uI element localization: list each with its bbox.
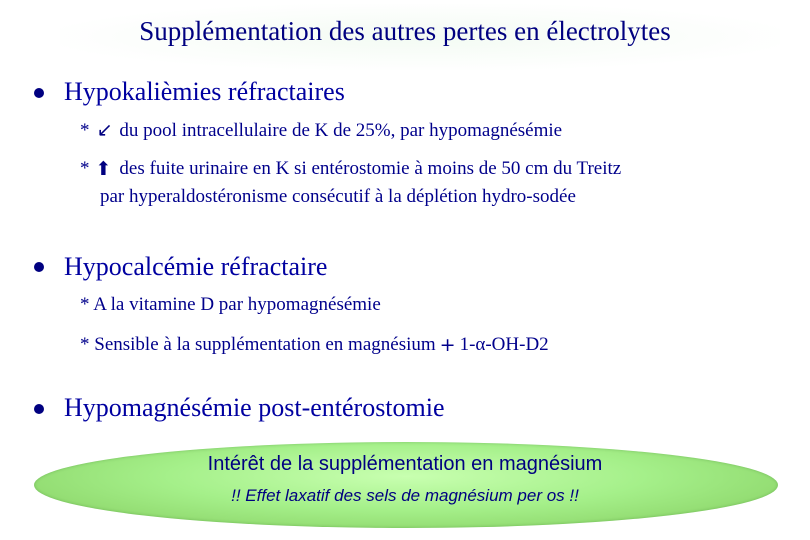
plus-sign: + bbox=[439, 334, 456, 356]
section-heading-hypocalcemie: Hypocalcémie réfractaire bbox=[64, 252, 328, 281]
list-item: * A la vitamine D par hypomagnésémie bbox=[80, 294, 381, 315]
slide-title: Supplémentation des autres pertes en électrolytes bbox=[139, 16, 671, 46]
list-item bbox=[80, 158, 621, 180]
bullet-icon bbox=[34, 404, 44, 414]
arrow-down-right-icon: ↓ bbox=[90, 117, 117, 145]
item-text: * Sensible à la supplémentation en magnésium bbox=[80, 334, 436, 355]
item-prefix: * bbox=[80, 120, 90, 141]
callout-warning: !! Effet laxatif des sels de magnésium per os !! bbox=[231, 486, 579, 505]
callout-title: Intérêt de la supplémentation en magnésium bbox=[207, 453, 603, 475]
item-text: du pool intracellulaire de K de 25%, par hypomagnésémie bbox=[119, 120, 563, 141]
item-prefix: * bbox=[80, 158, 90, 179]
section-heading-hypokaliemie: Hypokalièmies réfractaires bbox=[64, 77, 345, 106]
arrow-up-icon: ⬆ bbox=[95, 158, 112, 180]
list-item-continuation: par hyperaldostéronisme consécutif à la déplétion hydro-sodée bbox=[100, 186, 576, 207]
bullet-icon bbox=[34, 88, 44, 98]
section-heading-hypomagnesemie: Hypomagnésémie post-entérostomie bbox=[64, 393, 445, 422]
item-text: des fuite urinaire en K si entérostomie à moins de 50 cm du Treitz bbox=[119, 158, 622, 179]
list-item bbox=[80, 334, 549, 356]
item-suffix: 1-α-OH-D2 bbox=[459, 334, 549, 355]
bullet-icon bbox=[34, 262, 44, 272]
list-item bbox=[80, 117, 563, 145]
